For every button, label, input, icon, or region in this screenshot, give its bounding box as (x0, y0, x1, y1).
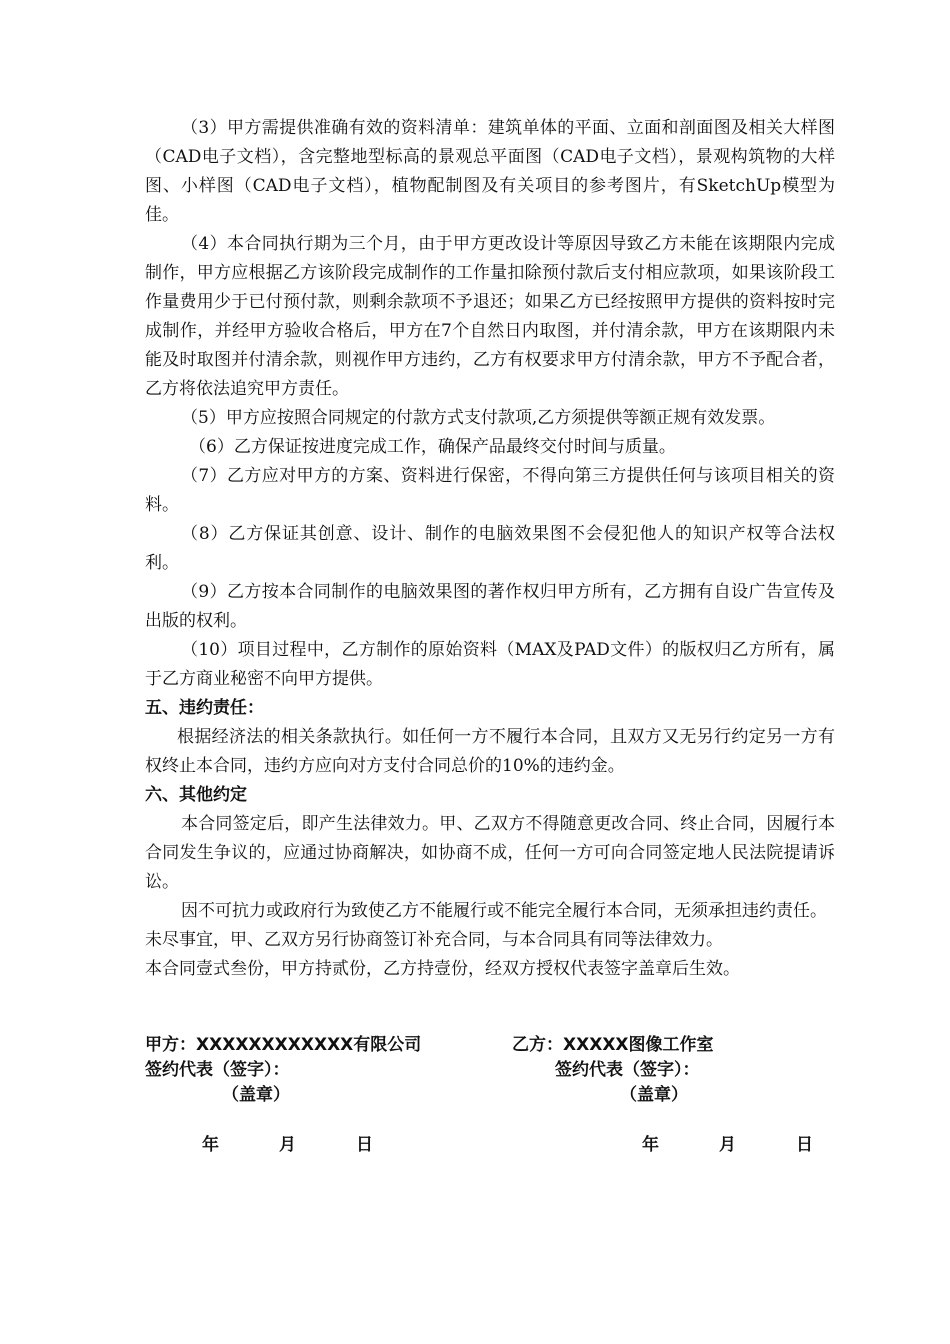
clause-5: （5）甲方应按照合同规定的付款方式支付款项,乙方须提供等额正规有效发票。 (181, 408, 776, 428)
section-6-paragraph-2: 因不可抗力或政府行为致使乙方不能履行或不能完全履行本合同，无须承担违约责任。 (181, 901, 827, 921)
party-a-rep-label: 签约代表（签字）： (145, 1060, 290, 1080)
party-a-seal-label: （盖章） (222, 1085, 290, 1105)
party-b-seal-label: （盖章） (620, 1085, 688, 1105)
party-a-year: 年 (202, 1135, 219, 1155)
clause-8: （8）乙方保证其创意、设计、制作的电脑效果图不会侵犯他人的知识产权等合法权利。 (145, 524, 835, 573)
party-b-rep-label: 签约代表（签字）： (555, 1060, 700, 1080)
clause-3: （3）甲方需提供准确有效的资料清单：建筑单体的平面、立面和剖面图及相关大样图（CAD电子文档），含完整地型标高的景观总平面图（CAD电子文档），景观构筑物的大样图、小样图（CAD电子文档），植物配制图及有关项目的参考图片，有SketchUp模型为佳。 (145, 118, 835, 225)
clause-6: （6）乙方保证按进度完成工作，确保产品最终交付时间与质量。 (189, 437, 676, 457)
clause-9: （9）乙方按本合同制作的电脑效果图的著作权归甲方所有，乙方拥有自设广告宣传及出版的权利。 (145, 582, 835, 631)
clause-4: （4）本合同执行期为三个月，由于甲方更改设计等原因导致乙方未能在该期限内完成制作，甲方应根据乙方该阶段完成制作的工作量扣除预付款后支付相应款项，如果该阶段工作量费用少于已付预付款，则剩余款项不予退还；如果乙方已经按照甲方提供的资料按时完成制作，并经甲方验收合格后，甲方在7个自然日内取图，并付清余款，甲方在该期限内未能及时取图并付清余款，则视作甲方违约，乙方有权要求甲方付清余款，甲方不予配合者，乙方将依法追究甲方责任。 (145, 234, 835, 399)
contract-body (145, 114, 835, 984)
party-a-month: 月 (279, 1135, 296, 1155)
section-6-paragraph-1: 本合同签定后，即产生法律效力。甲、乙双方不得随意更改合同、终止合同，因履行本合同发生争议的，应通过协商解决，如协商不成，任何一方可向合同签定地人民法院提请诉讼。 (145, 814, 835, 892)
section-6-heading: 六、其他约定 (145, 785, 247, 805)
section-6-paragraph-3: 未尽事宜，甲、乙双方另行协商签订补充合同，与本合同具有同等法律效力。 (145, 930, 723, 950)
clause-10: （10）项目过程中，乙方制作的原始资料（MAX及PAD文件）的版权归乙方所有，属于乙方商业秘密不向甲方提供。 (145, 640, 835, 689)
party-b-day: 日 (796, 1135, 813, 1155)
clause-7: （7）乙方应对甲方的方案、资料进行保密，不得向第三方提供任何与该项目相关的资料。 (145, 466, 835, 515)
party-b-year: 年 (642, 1135, 659, 1155)
party-a-name: 甲方：XXXXXXXXXXXX有限公司 (145, 1035, 422, 1055)
party-b-name: 乙方：XXXXX图像工作室 (512, 1035, 714, 1055)
section-5-heading: 五、违约责任： (145, 698, 264, 718)
section-5-text: 根据经济法的相关条款执行。如任何一方不履行本合同，且双方又无另行约定另一方有权终止本合同，违约方应向对方支付合同总价的10%的违约金。 (145, 727, 835, 776)
party-b-month: 月 (719, 1135, 736, 1155)
section-6-paragraph-4: 本合同壹式叁份，甲方持贰份，乙方持壹份，经双方授权代表签字盖章后生效。 (145, 959, 740, 979)
party-a-day: 日 (356, 1135, 373, 1155)
